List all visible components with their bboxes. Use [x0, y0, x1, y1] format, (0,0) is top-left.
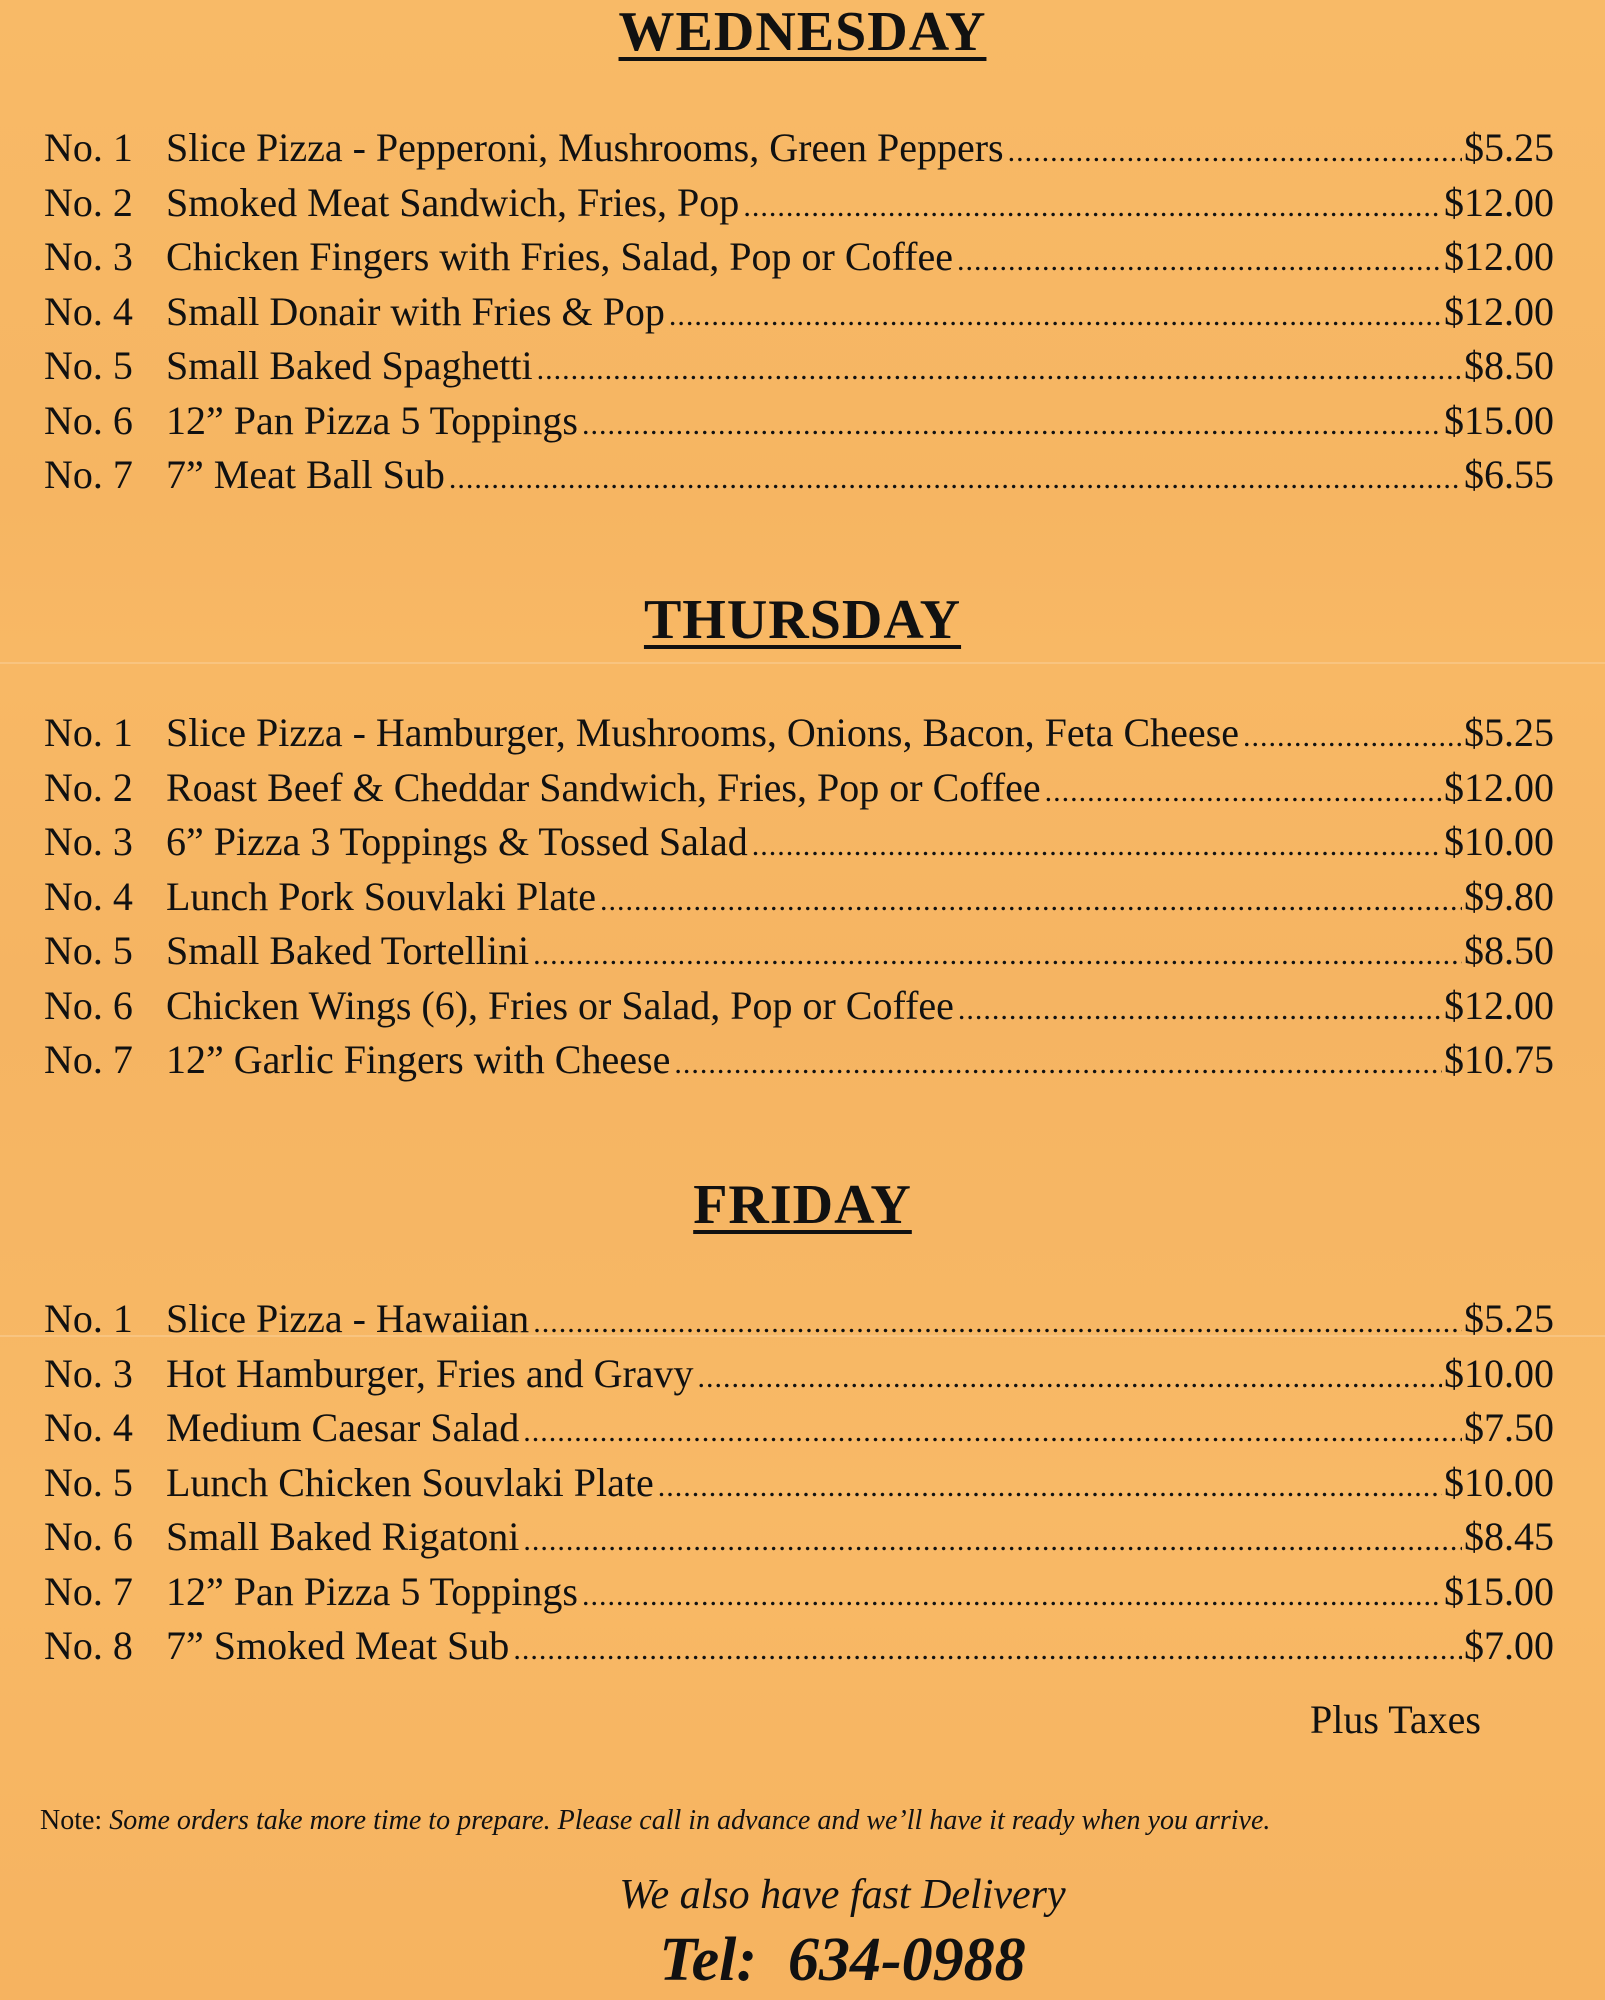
item-number: No. 4 [44, 288, 133, 334]
menu-item [44, 339, 1554, 394]
item-number: No. 3 [44, 1350, 133, 1396]
day-heading-text: WEDNESDAY [618, 1, 987, 63]
day-heading [0, 1173, 1605, 1237]
item-number: No. 4 [44, 873, 133, 919]
menu-item [44, 1510, 1554, 1565]
menu-item [44, 1347, 1554, 1402]
dot-leader [669, 289, 1442, 343]
dot-leader [582, 398, 1442, 452]
item-description: Chicken Fingers with Fries, Salad, Pop or Coffee [166, 234, 953, 279]
dot-leader [600, 874, 1462, 928]
dot-leader [449, 452, 1462, 506]
item-description: Small Baked Spaghetti [166, 343, 533, 388]
menu-item [44, 1619, 1554, 1674]
menu-item [44, 979, 1554, 1034]
item-number: No. 2 [44, 764, 133, 810]
menu-item [44, 1292, 1554, 1347]
menu-list [44, 1292, 1554, 1674]
item-price: $10.00 [1444, 1459, 1554, 1505]
item-number: No. 7 [44, 1037, 133, 1082]
dot-leader [1045, 765, 1442, 819]
dot-leader [533, 928, 1462, 982]
item-number: No. 6 [44, 397, 133, 443]
item-description: 12” Pan Pizza 5 Toppings [166, 397, 578, 443]
item-description: Slice Pizza - Hamburger, Mushrooms, Onions, Bacon, Feta Cheese [166, 710, 1240, 755]
menu-item [44, 761, 1554, 816]
note-text: Some orders take more time to prepare. Please call in advance and we’ll have it ready when you arrive. [109, 1805, 1271, 1836]
dot-leader [523, 1405, 1462, 1459]
menu-item [44, 448, 1554, 503]
menu-item [44, 285, 1554, 340]
item-price: $8.45 [1464, 1514, 1554, 1559]
item-description: Chicken Wings (6), Fries or Salad, Pop or Coffee [166, 982, 954, 1028]
item-price: $12.00 [1444, 234, 1554, 279]
item-number: No. 1 [44, 125, 133, 170]
menu-item [44, 1033, 1554, 1088]
day-heading [0, 0, 1605, 64]
item-price: $12.00 [1444, 179, 1554, 225]
dot-leader [1243, 710, 1462, 764]
item-number: No. 2 [44, 179, 133, 225]
item-number: No. 6 [44, 982, 133, 1028]
item-price: $7.50 [1464, 1405, 1554, 1450]
day-heading [0, 588, 1605, 652]
preparation-note [40, 1803, 1270, 1839]
menu-item [44, 1401, 1554, 1456]
item-number: No. 4 [44, 1405, 133, 1450]
item-description: Small Donair with Fries & Pop [166, 288, 665, 334]
item-number: No. 3 [44, 234, 133, 279]
item-number: No. 5 [44, 928, 133, 973]
menu-item [44, 1565, 1554, 1620]
menu-item [44, 176, 1554, 231]
item-description: Hot Hamburger, Fries and Gravy [166, 1350, 694, 1396]
dot-leader [658, 1460, 1442, 1514]
item-number: No. 3 [44, 819, 133, 864]
item-price: $7.00 [1464, 1623, 1554, 1668]
item-description: Slice Pizza - Pepperoni, Mushrooms, Green Peppers [166, 125, 1004, 170]
dot-leader [674, 1037, 1442, 1091]
menu-item [44, 1456, 1554, 1511]
dot-leader [957, 234, 1442, 288]
item-price: $12.00 [1444, 982, 1554, 1028]
dot-leader [513, 1623, 1462, 1677]
item-number: No. 7 [44, 1568, 133, 1614]
dot-leader [752, 819, 1442, 873]
item-price: $8.50 [1464, 928, 1554, 973]
dot-leader [537, 343, 1462, 397]
item-number: No. 1 [44, 1296, 133, 1341]
item-price: $5.25 [1464, 125, 1554, 170]
note-label: Note: [40, 1805, 103, 1836]
dot-leader [958, 983, 1442, 1037]
item-price: $5.25 [1464, 710, 1554, 755]
item-description: 6” Pizza 3 Toppings & Tossed Salad [166, 819, 748, 864]
delivery-line: We also have fast Delivery [619, 1872, 1066, 1918]
item-number: No. 6 [44, 1514, 133, 1559]
menu-list [44, 121, 1554, 503]
plus-taxes-note: Plus Taxes [1310, 1697, 1481, 1742]
item-number: No. 8 [44, 1623, 133, 1668]
item-price: $8.50 [1464, 343, 1554, 388]
item-description: Small Baked Tortellini [166, 928, 530, 973]
menu-item [44, 924, 1554, 979]
dot-leader [743, 180, 1442, 234]
menu-item [44, 121, 1554, 176]
dot-leader [1008, 125, 1462, 179]
menu-item [44, 230, 1554, 285]
item-description: 7” Smoked Meat Sub [166, 1623, 510, 1668]
menu-list [44, 706, 1554, 1088]
item-price: $10.00 [1444, 1350, 1554, 1396]
item-price: $15.00 [1444, 397, 1554, 443]
item-number: No. 5 [44, 343, 133, 388]
item-description: 12” Pan Pizza 5 Toppings [166, 1568, 578, 1614]
menu-item [44, 870, 1554, 925]
dot-leader [698, 1351, 1442, 1405]
item-description: 12” Garlic Fingers with Cheese [166, 1037, 671, 1082]
item-price: $12.00 [1444, 764, 1554, 810]
telephone-number: Tel: 634-0988 [659, 1926, 1026, 1994]
dot-leader [582, 1569, 1442, 1623]
menu-item [44, 815, 1554, 870]
item-price: $5.25 [1464, 1296, 1554, 1341]
item-price: $9.80 [1464, 873, 1554, 919]
item-number: No. 5 [44, 1459, 133, 1505]
item-description: Roast Beef & Cheddar Sandwich, Fries, Pop or Coffee [166, 764, 1041, 810]
item-price: $15.00 [1444, 1568, 1554, 1614]
item-description: Lunch Chicken Souvlaki Plate [166, 1459, 654, 1505]
day-heading-text: THURSDAY [643, 589, 962, 651]
item-description: Medium Caesar Salad [166, 1405, 520, 1450]
item-description: Smoked Meat Sandwich, Fries, Pop [166, 179, 740, 225]
dot-leader [533, 1296, 1462, 1350]
item-price: $10.75 [1444, 1037, 1554, 1082]
item-price: $10.00 [1444, 819, 1554, 864]
item-number: No. 7 [44, 452, 133, 497]
item-number: No. 1 [44, 710, 133, 755]
day-heading-text: FRIDAY [693, 1174, 912, 1236]
item-description: Slice Pizza - Hawaiian [166, 1296, 530, 1341]
menu-item [44, 394, 1554, 449]
item-price: $6.55 [1464, 452, 1554, 497]
item-description: Lunch Pork Souvlaki Plate [166, 873, 596, 919]
menu-item [44, 706, 1554, 761]
item-description: 7” Meat Ball Sub [166, 452, 445, 497]
dot-leader [523, 1514, 1462, 1568]
item-price: $12.00 [1444, 288, 1554, 334]
item-description: Small Baked Rigatoni [166, 1514, 520, 1559]
